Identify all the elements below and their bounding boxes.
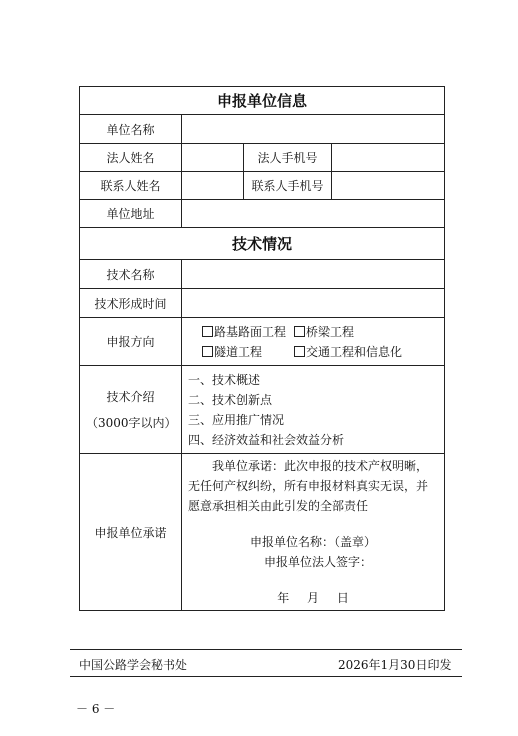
address-field[interactable]	[182, 200, 445, 228]
contact-name-label: 联系人姓名	[80, 172, 182, 200]
direction-options	[182, 318, 445, 366]
checkbox-icon[interactable]	[202, 326, 213, 337]
tech-section-title: 技术情况	[80, 228, 445, 260]
unit-name-label: 单位名称	[80, 115, 182, 144]
intro-label: 技术介绍 （3000字以内）	[80, 366, 182, 454]
direction-option-tunnel[interactable]: 隧道工程	[202, 342, 294, 362]
commitment-text: 我单位承诺：此次申报的技术产权明晰，无任何产权纠纷，所有申报材料真实无误，并愿意承担相关由此引发的全部责任	[188, 459, 429, 513]
legal-signature-line: 申报单位法人签字：	[264, 555, 373, 569]
direction-option-traffic[interactable]: 交通工程和信息化	[294, 342, 402, 362]
address-label: 单位地址	[80, 200, 182, 228]
contact-name-field[interactable]	[182, 172, 244, 200]
intro-item: 二、技术创新点	[188, 392, 273, 407]
unit-name-field[interactable]	[182, 115, 445, 144]
intro-item: 三、应用推广情况	[188, 412, 285, 427]
commitment-content	[182, 454, 445, 611]
direction-label: 申报方向	[80, 318, 182, 366]
checkbox-icon[interactable]	[294, 346, 305, 357]
tech-name-field[interactable]	[182, 260, 445, 289]
intro-item: 一、技术概述	[188, 372, 261, 387]
unit-info-section-title: 申报单位信息	[80, 87, 445, 115]
intro-item: 四、经济效益和社会效益分析	[188, 432, 345, 447]
page-number: － 6 －	[76, 702, 116, 716]
application-form-table	[79, 86, 445, 611]
legal-name-label: 法人姓名	[80, 144, 182, 172]
intro-content[interactable]	[182, 366, 445, 454]
tech-time-field[interactable]	[182, 289, 445, 318]
direction-option-bridge[interactable]: 桥梁工程	[294, 322, 354, 342]
issue-date: 2026年1月30日印发	[338, 658, 452, 672]
unit-seal-line: 申报单位名称：（盖章）	[250, 535, 377, 549]
footer-top-rule	[70, 649, 462, 650]
contact-phone-label: 联系人手机号	[244, 172, 332, 200]
tech-name-label: 技术名称	[80, 260, 182, 289]
issuer: 中国公路学会秘书处	[79, 658, 188, 672]
commitment-label: 申报单位承诺	[80, 454, 182, 611]
checkbox-icon[interactable]	[294, 326, 305, 337]
legal-name-field[interactable]	[182, 144, 244, 172]
direction-option-road[interactable]: 路基路面工程	[202, 322, 294, 342]
footer-bottom-rule	[70, 676, 462, 677]
legal-phone-label: 法人手机号	[244, 144, 332, 172]
checkbox-icon[interactable]	[202, 346, 213, 357]
legal-phone-field[interactable]	[332, 144, 445, 172]
date-line: 年 月 日	[277, 591, 349, 605]
contact-phone-field[interactable]	[332, 172, 445, 200]
tech-time-label: 技术形成时间	[80, 289, 182, 318]
